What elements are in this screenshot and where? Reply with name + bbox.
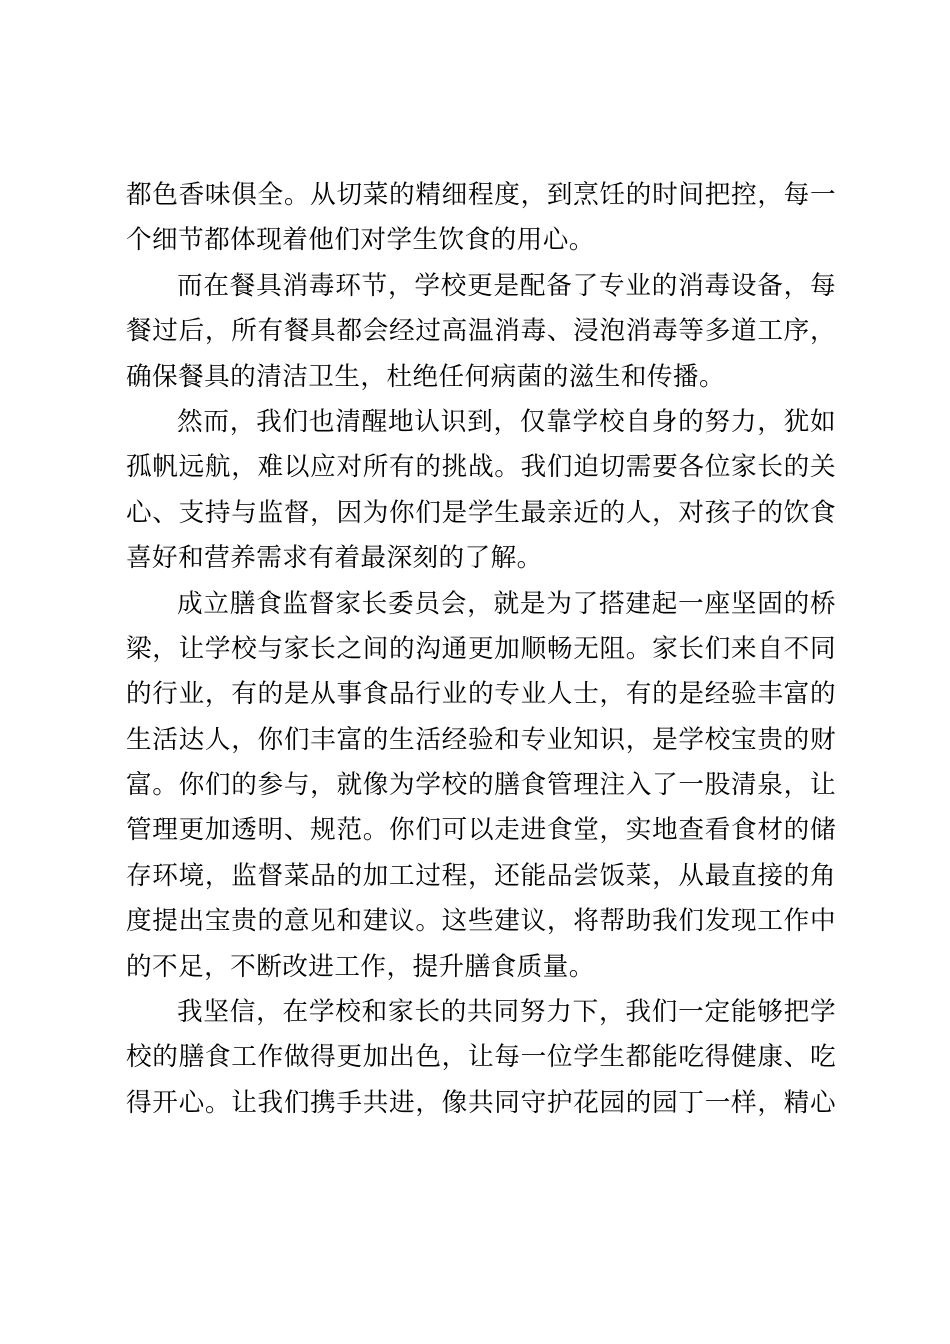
- paragraph-line: 孤帆远航，难以应对所有的挑战。我们迫切需要各位家长的关: [126, 452, 836, 483]
- paragraph-line: 餐过后，所有餐具都会经过高温消毒、浸泡消毒等多道工序，: [126, 316, 836, 347]
- paragraph-line: 成立膳食监督家长委员会，就是为了搭建起一座坚固的桥: [177, 588, 836, 619]
- paragraph-line: 校的膳食工作做得更加出色，让每一位学生都能吃得健康、吃: [126, 1042, 836, 1073]
- paragraph-line: 我坚信，在学校和家长的共同努力下，我们一定能够把学: [177, 997, 836, 1028]
- paragraph-line: 富。你们的参与，就像为学校的膳食管理注入了一股清泉，让: [126, 770, 836, 801]
- paragraph-line: 然而，我们也清醒地认识到，仅靠学校自身的努力，犹如: [177, 406, 836, 437]
- paragraph: [126, 173, 836, 264]
- paragraph-line: 都色香味俱全。从切菜的精细程度，到烹饪的时间把控，每一: [126, 180, 836, 210]
- paragraph-line: 生活达人，你们丰富的生活经验和专业知识，是学校宝贵的财: [126, 724, 836, 755]
- paragraph-line: 存环境，监督菜品的加工过程，还能品尝饭菜，从最直接的角: [126, 860, 836, 891]
- paragraph-line: 得开心。让我们携手共进，像共同守护花园的园丁一样，精心: [126, 1087, 836, 1118]
- paragraph: [126, 400, 836, 582]
- paragraph-line: 的行业，有的是从事食品行业的专业人士，有的是经验丰富的: [126, 679, 836, 710]
- paragraph: [126, 264, 836, 400]
- paragraph-line: 的不足，不断改进工作，提升膳食质量。: [126, 951, 595, 982]
- paragraph-line: 喜好和营养需求有着最深刻的了解。: [126, 543, 543, 574]
- document-body: [126, 173, 836, 1126]
- paragraph: [126, 990, 836, 1126]
- paragraph-line: 而在餐具消毒环节，学校更是配备了专业的消毒设备，每: [177, 270, 836, 301]
- paragraph-line: 个细节都体现着他们对学生饮食的用心。: [126, 225, 595, 256]
- paragraph-line: 管理更加透明、规范。你们可以走进食堂，实地查看食材的储: [126, 815, 836, 846]
- paragraph: [126, 582, 836, 991]
- paragraph-line: 梁，让学校与家长之间的沟通更加顺畅无阻。家长们来自不同: [126, 633, 836, 664]
- paragraph-line: 确保餐具的清洁卫生，杜绝任何病菌的滋生和传播。: [126, 361, 726, 392]
- paragraph-line: 度提出宝贵的意见和建议。这些建议，将帮助我们发现工作中: [126, 906, 836, 937]
- paragraph-line: 心、支持与监督，因为你们是学生最亲近的人，对孩子的饮食: [126, 497, 836, 528]
